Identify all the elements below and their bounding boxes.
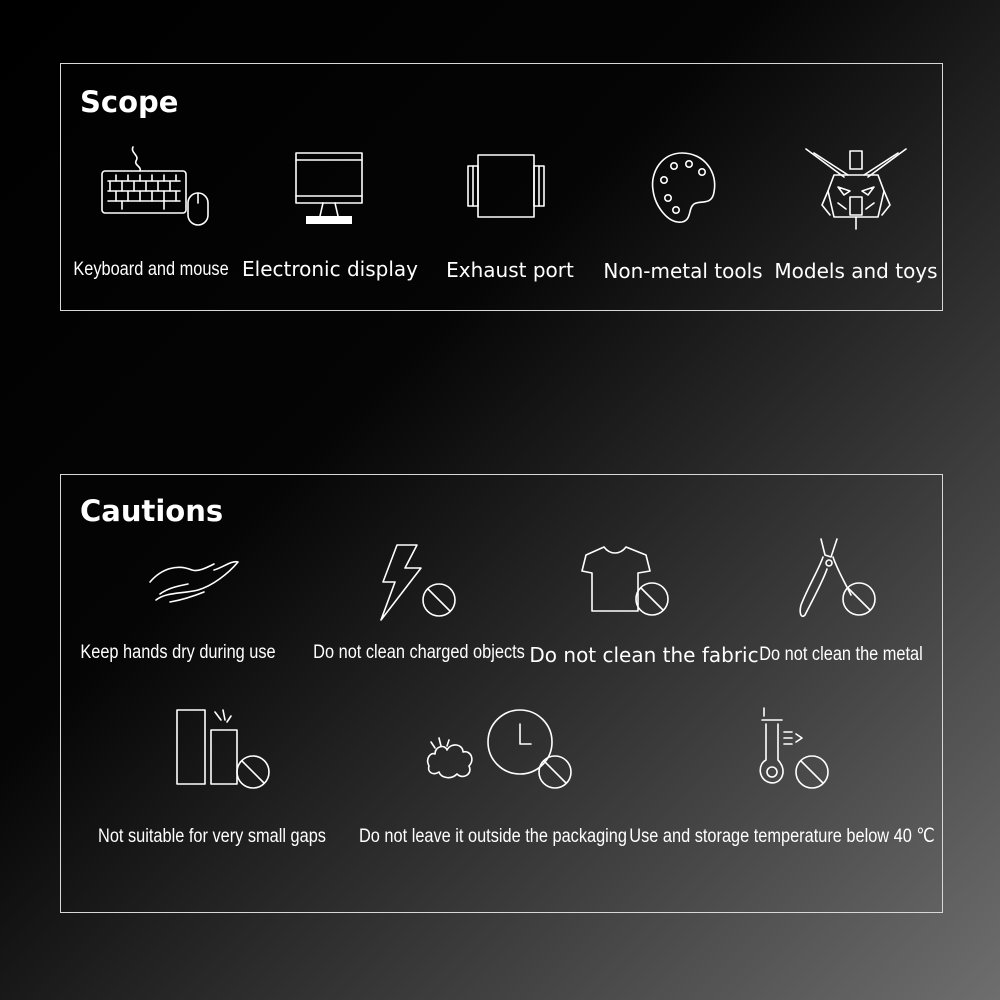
- thermometer-prohibited-icon: [758, 706, 838, 790]
- hand-icon: [148, 556, 242, 606]
- caution-label: Do not clean the metal: [759, 644, 923, 665]
- robot-model-icon: [804, 147, 908, 232]
- lightning-prohibited-icon: [377, 542, 459, 624]
- pliers-prohibited-icon: [793, 535, 879, 623]
- cautions-title: Cautions: [80, 494, 224, 528]
- paint-palette-icon: [648, 150, 718, 230]
- caution-label: Keep hands dry during use: [80, 642, 276, 663]
- scope-title: Scope: [80, 85, 179, 119]
- scope-label: Exhaust port: [446, 258, 574, 282]
- caution-label: Do not leave it outside the packaging: [359, 826, 627, 847]
- scope-label: Keyboard and mouse: [73, 259, 229, 280]
- caution-label: Use and storage temperature below 40 ℃: [629, 826, 935, 847]
- scope-label: Non-metal tools: [603, 259, 763, 283]
- monitor-icon: [292, 150, 368, 230]
- scope-label: Models and toys: [774, 259, 938, 283]
- keyboard-mouse-icon: [100, 145, 220, 230]
- exhaust-port-icon: [464, 152, 548, 222]
- small-gap-prohibited-icon: [175, 708, 275, 792]
- caution-label: Do not clean the fabric: [529, 643, 759, 667]
- caution-label: Not suitable for very small gaps: [98, 826, 326, 847]
- scope-label: Electronic display: [242, 257, 418, 281]
- clock-exposure-prohibited-icon: [423, 706, 573, 796]
- caution-label: Do not clean charged objects: [313, 642, 525, 663]
- tshirt-prohibited-icon: [582, 543, 672, 619]
